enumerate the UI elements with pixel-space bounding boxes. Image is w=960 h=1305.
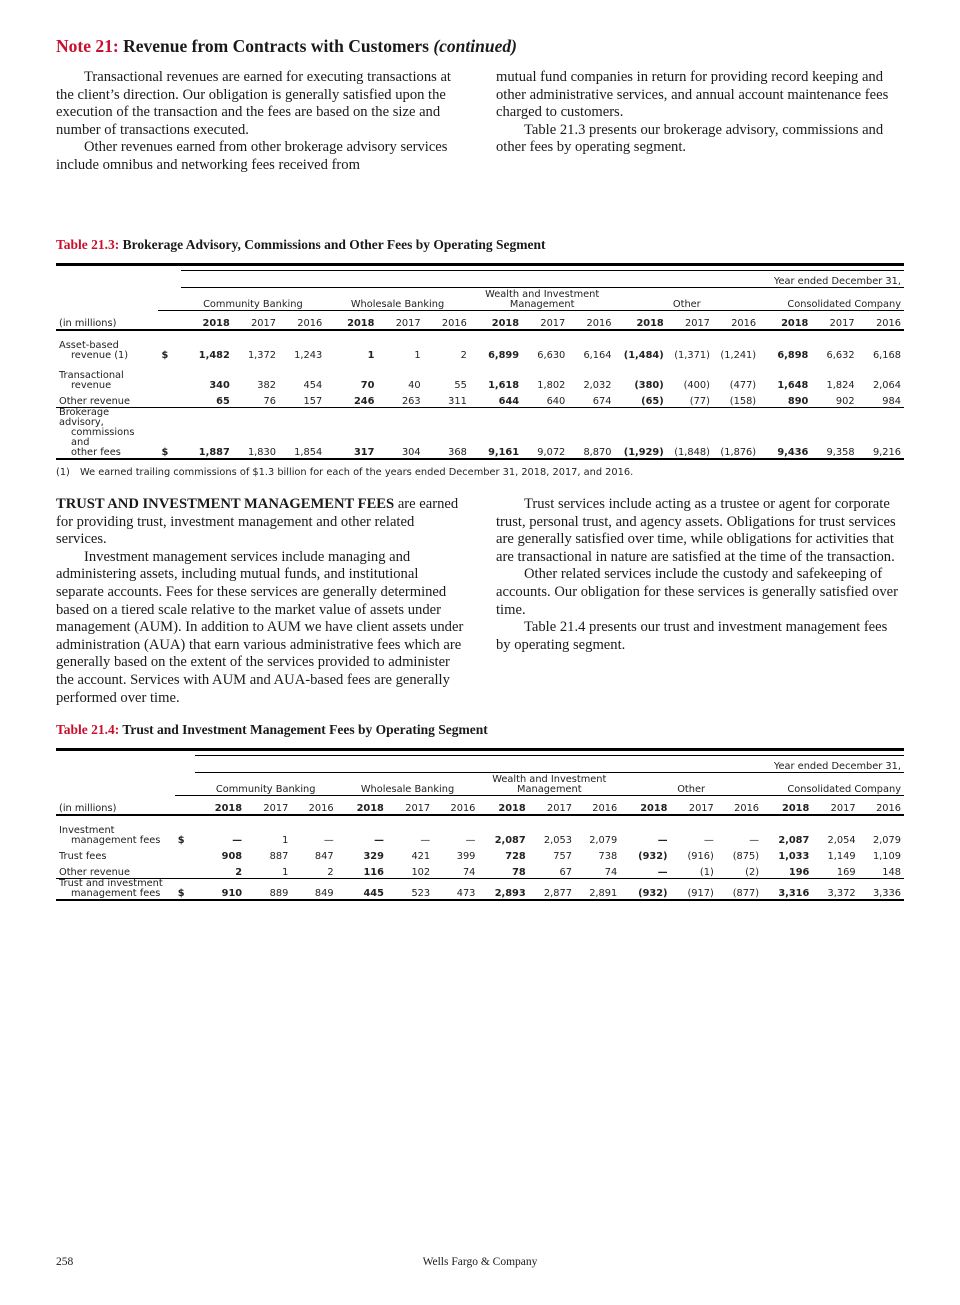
- table-cell: 116: [363, 867, 384, 878]
- table-number: Table 21.4:: [56, 722, 120, 737]
- total-row: [56, 879, 904, 901]
- table-cell: 6,164: [583, 350, 612, 361]
- total-row: [56, 408, 904, 460]
- table-cell: 340: [209, 380, 230, 391]
- table-cell: 6,632: [826, 350, 855, 361]
- table-cell: (1,241): [720, 350, 757, 361]
- table-cell: 157: [303, 396, 323, 407]
- table-21-3-caption: [56, 237, 904, 253]
- table-cell: (917): [671, 879, 717, 901]
- row-label: [56, 361, 158, 391]
- year-header: 2018: [614, 311, 666, 331]
- year-header: 2017: [522, 311, 568, 331]
- table-cell: 728: [505, 851, 526, 862]
- year-header: 2017: [245, 796, 291, 816]
- table-cell: 9,358: [811, 408, 857, 460]
- year-header: 2016: [858, 311, 904, 331]
- table-cell: (932): [620, 879, 670, 901]
- years-row: [56, 796, 904, 816]
- dollar-sign: [158, 391, 180, 408]
- middle-left-column: [56, 496, 464, 710]
- year-header: 2017: [671, 796, 717, 816]
- paragraph: Table 21.4 presents our trust and investment management fees by operating segment.: [496, 619, 888, 653]
- row-label-line: Other revenue: [59, 396, 131, 407]
- year-header: 2018: [478, 796, 528, 816]
- year-header: 2018: [337, 796, 387, 816]
- table-cell: 76: [263, 396, 276, 407]
- table-cell: (2): [745, 867, 760, 878]
- table-cell: 421: [411, 851, 431, 862]
- paragraph: Other related services include the custody and safekeeping of accounts. Our obligation for these services is generally satisfied over time.: [496, 566, 899, 618]
- table-cell: 148: [882, 867, 901, 878]
- middle-right-column: [496, 496, 904, 710]
- row-label-line: Trust and investment: [59, 878, 163, 889]
- table-cell: 74: [462, 867, 476, 878]
- year-header: 2016: [717, 796, 762, 816]
- table-cell: 67: [559, 867, 572, 878]
- table-cell: 368: [424, 408, 470, 460]
- year-header: 2016: [575, 796, 620, 816]
- segment-header: Other: [620, 773, 762, 796]
- footnote-text: We earned trailing commissions of $1.3 billion for each of the years ended December 31, 2018, 2017, and 2016.: [80, 467, 634, 478]
- table-footnote: [56, 467, 904, 478]
- year-header: 2018: [181, 311, 233, 331]
- year-header: 2016: [433, 796, 478, 816]
- table-cell: 55: [454, 380, 467, 391]
- table-cell: 738: [598, 851, 618, 862]
- table-cell: 1,618: [488, 380, 520, 391]
- row-label-line: management fees: [71, 888, 161, 899]
- section-lead-rest: are earned for providing trust, investment management and other related services.: [56, 496, 459, 548]
- table-cell: 908: [221, 851, 243, 862]
- spacer: [158, 311, 180, 331]
- table-cell: 329: [363, 851, 384, 862]
- paragraph: Table 21.3 presents our brokerage advisory, commissions and other fees by operating segment.: [496, 121, 884, 156]
- year-header: 2018: [470, 311, 522, 331]
- unit-label: (in millions): [56, 311, 158, 331]
- table-cell: (1,848): [667, 408, 713, 460]
- row-label-line: commissions and: [71, 427, 135, 448]
- table-21-3: [56, 263, 904, 460]
- row-label: [56, 846, 175, 862]
- table-cell: 2,064: [872, 380, 901, 391]
- year-header: 2016: [291, 796, 336, 816]
- row-label: [56, 862, 175, 879]
- table-cell: (65): [641, 396, 664, 407]
- table-cell: 473: [433, 879, 478, 901]
- segment-header: Wealth and Investment Management: [478, 773, 620, 796]
- table-cell: 1,854: [279, 408, 325, 460]
- section-lead: TRUST AND INVESTMENT MANAGEMENT FEES: [56, 496, 395, 512]
- table-cell: 9,072: [522, 408, 568, 460]
- table-title: Trust and Investment Management Fees by Operating Segment: [122, 722, 488, 737]
- table-cell: 644: [498, 396, 520, 407]
- year-header: 2018: [762, 796, 812, 816]
- table-cell: 902: [835, 396, 855, 407]
- year-header: 2016: [859, 796, 904, 816]
- table-cell: 454: [303, 380, 323, 391]
- segment-header: Other: [614, 288, 759, 311]
- table-cell: 311: [448, 396, 467, 407]
- segment-row: [56, 288, 904, 311]
- table-cell: 102: [411, 867, 431, 878]
- spacer: [56, 271, 181, 288]
- table-cell: 6,898: [777, 350, 809, 361]
- paragraph: Investment management services include managing and administering assets, including mutual funds, and institutional separate accounts. Fees for these services are generally determined based on a tiered scale relative to the market value of assets under management (AUM). In addition to AUM we have client assets under administration (AUA) that earn various administrative fees which are generally based on the extent of the services provided to administer the account. Services with AUM and AUA-based fees are generally performed over time.: [56, 548, 464, 706]
- row-label: [56, 391, 158, 408]
- table-cell: 304: [377, 408, 423, 460]
- table-cell: —: [232, 835, 243, 846]
- table-cell: 1: [414, 350, 421, 361]
- row-label: [56, 330, 158, 361]
- dollar-sign: [175, 862, 195, 879]
- segment-header: Wholesale Banking: [337, 773, 479, 796]
- year-ended-row: [56, 756, 904, 773]
- table-cell: 2: [235, 867, 243, 878]
- dollar-sign: $: [177, 835, 185, 846]
- table-cell: 9,161: [470, 408, 522, 460]
- table-cell: 3,336: [859, 879, 904, 901]
- table-cell: 6,168: [872, 350, 901, 361]
- table-cell: 9,216: [858, 408, 904, 460]
- year-header: 2017: [377, 311, 423, 331]
- year-header: 2016: [713, 311, 759, 331]
- financial-table: [56, 748, 904, 901]
- note-title: Revenue from Contracts with Customers: [123, 36, 429, 56]
- segment-header: Community Banking: [195, 773, 337, 796]
- table-cell: —: [465, 835, 476, 846]
- table-cell: 40: [408, 380, 421, 391]
- table-cell: (77): [689, 396, 710, 407]
- years-row: [56, 311, 904, 331]
- table-cell: 263: [401, 396, 421, 407]
- data-row: [56, 361, 904, 391]
- year-header: 2016: [424, 311, 470, 331]
- year-ended-row: [56, 271, 904, 288]
- table-cell: 1: [367, 350, 375, 361]
- table-cell: 78: [512, 867, 526, 878]
- data-row: [56, 815, 904, 846]
- table-cell: 2,079: [589, 835, 618, 846]
- table-cell: 757: [553, 851, 572, 862]
- table-cell: (1,484): [623, 350, 664, 361]
- table-cell: 674: [592, 396, 612, 407]
- table-cell: 1,824: [826, 380, 855, 391]
- dollar-sign: [158, 361, 180, 391]
- dollar-sign: $: [175, 879, 195, 901]
- table-cell: 1,887: [181, 408, 233, 460]
- table-cell: (1): [699, 867, 714, 878]
- table-cell: 65: [216, 396, 230, 407]
- table-cell: 1,149: [827, 851, 856, 862]
- table-cell: 6,899: [488, 350, 520, 361]
- year-header: 2016: [568, 311, 614, 331]
- table-cell: 2,087: [778, 835, 810, 846]
- intro-text: [56, 69, 904, 219]
- table-cell: 445: [337, 879, 387, 901]
- table-cell: 74: [604, 867, 618, 878]
- dollar-sign: [175, 846, 195, 862]
- paragraph: Other revenues earned from other brokerage advisory services include omnibus and networking fees received from: [56, 139, 448, 173]
- year-header: 2017: [811, 311, 857, 331]
- dollar-sign: $: [158, 408, 180, 460]
- table-cell: 849: [291, 879, 336, 901]
- table-cell: —: [703, 835, 714, 846]
- row-label-line: Brokerage advisory,: [59, 407, 110, 428]
- table-cell: 3,316: [762, 879, 812, 901]
- table-cell: (380): [634, 380, 664, 391]
- intro-left-column: [56, 69, 464, 219]
- table-cell: —: [657, 867, 668, 878]
- segment-header: Consolidated Company: [762, 773, 904, 796]
- spacer: [56, 773, 195, 796]
- segment-header: Wealth and Investment Management: [470, 288, 615, 311]
- year-header: 2016: [279, 311, 325, 331]
- table-cell: 2,087: [494, 835, 526, 846]
- paragraph: [56, 496, 464, 549]
- year-header: 2018: [325, 311, 377, 331]
- table-cell: 2,054: [827, 835, 856, 846]
- table-cell: (877): [717, 879, 762, 901]
- page-number: 258: [56, 1256, 74, 1268]
- row-label-line: Trust fees: [59, 851, 107, 862]
- table-cell: —: [420, 835, 431, 846]
- table-cell: 1: [282, 867, 289, 878]
- table-cell: 1,372: [247, 350, 276, 361]
- table-cell: 169: [836, 867, 856, 878]
- paragraph: Trust services include acting as a trustee or agent for corporate trust, personal trust, and agency assets. Obligations for trust services are generally satisfied over time, while obligations for activities that are transactional in nature are satisfied at the time of the transaction.: [496, 496, 896, 565]
- spacer: [175, 796, 195, 816]
- table-cell: 887: [269, 851, 289, 862]
- note-continued: (continued): [433, 36, 517, 56]
- segment-header: Consolidated Company: [759, 288, 904, 311]
- table-cell: —: [374, 835, 384, 846]
- table-cell: 2: [460, 350, 467, 361]
- table-cell: (400): [683, 380, 710, 391]
- segment-row: [56, 773, 904, 796]
- table-cell: 246: [353, 396, 375, 407]
- note-heading: [56, 36, 904, 57]
- row-label-line: Transactional: [59, 370, 124, 381]
- year-header: 2017: [529, 796, 575, 816]
- year-header: 2018: [759, 311, 811, 331]
- table-cell: 910: [195, 879, 245, 901]
- table-cell: (158): [729, 396, 757, 407]
- year-header: 2018: [195, 796, 245, 816]
- table-cell: —: [323, 835, 334, 846]
- table-cell: 6,630: [537, 350, 566, 361]
- table-cell: (477): [729, 380, 757, 391]
- year-header: 2017: [667, 311, 713, 331]
- table-cell: 1,033: [778, 851, 810, 862]
- table-cell: 9,436: [759, 408, 811, 460]
- middle-text: [56, 496, 904, 710]
- data-row: [56, 391, 904, 408]
- table-cell: 2,891: [575, 879, 620, 901]
- unit-label: (in millions): [56, 796, 175, 816]
- row-label-line: revenue: [71, 380, 112, 391]
- year-header: 2017: [233, 311, 279, 331]
- table-number: Table 21.3:: [56, 237, 120, 252]
- year-ended-label: Year ended December 31,: [181, 271, 904, 288]
- table-cell: (1,876): [713, 408, 759, 460]
- data-row: [56, 862, 904, 879]
- table-cell: 640: [546, 396, 566, 407]
- table-cell: 1: [282, 835, 289, 846]
- table-title: Brokerage Advisory, Commissions and Other Fees by Operating Segment: [122, 237, 546, 252]
- spacer: [56, 288, 181, 311]
- row-label-line: Other revenue: [59, 867, 131, 878]
- table-cell: 984: [882, 396, 901, 407]
- table-cell: 399: [456, 851, 476, 862]
- table-cell: 890: [787, 396, 809, 407]
- paragraph: Transactional revenues are earned for executing transactions at the client’s direction. Our obligation is generally satisfied upon the execution of the transaction and the fees are based on the size and number of transactions executed.: [56, 69, 451, 138]
- paragraph: mutual fund companies in return for providing record keeping and other administrative services, and annual account maintenance fees charged to customers.: [496, 69, 889, 121]
- row-label: [56, 408, 158, 460]
- spacer: [56, 756, 195, 773]
- table-cell: 847: [314, 851, 334, 862]
- table-21-4-caption: [56, 722, 904, 738]
- table-cell: 2,893: [478, 879, 528, 901]
- table-cell: 3,372: [812, 879, 858, 901]
- table-cell: 317: [325, 408, 377, 460]
- table-cell: 1,802: [537, 380, 566, 391]
- table-cell: 70: [360, 380, 375, 391]
- table-cell: (1,371): [674, 350, 710, 361]
- row-label: [56, 879, 175, 901]
- table-cell: 889: [245, 879, 291, 901]
- table-cell: 196: [788, 867, 810, 878]
- segment-header: Community Banking: [181, 288, 326, 311]
- table-cell: 2,053: [543, 835, 572, 846]
- table-cell: —: [749, 835, 760, 846]
- table-cell: 2,877: [529, 879, 575, 901]
- table-cell: 8,870: [568, 408, 614, 460]
- table-cell: 523: [387, 879, 433, 901]
- footnote-mark: (1): [56, 467, 70, 478]
- note-number: Note 21:: [56, 36, 119, 56]
- table-cell: (1,929): [614, 408, 666, 460]
- table-cell: (916): [687, 851, 714, 862]
- table-21-4: [56, 748, 904, 901]
- year-header: 2017: [387, 796, 433, 816]
- row-label: [56, 815, 175, 846]
- segment-header: Wholesale Banking: [325, 288, 470, 311]
- intro-right-column: [496, 69, 904, 219]
- table-cell: 1,243: [294, 350, 323, 361]
- table-cell: (875): [732, 851, 760, 862]
- table-cell: —: [657, 835, 668, 846]
- table-cell: 1,482: [198, 350, 230, 361]
- table-cell: 2,032: [583, 380, 612, 391]
- year-header: 2017: [812, 796, 858, 816]
- row-label-line: Investment: [59, 825, 115, 836]
- table-cell: 382: [257, 380, 276, 391]
- row-label-line: revenue (1): [71, 350, 129, 361]
- data-row: [56, 330, 904, 361]
- year-header: 2018: [620, 796, 670, 816]
- table-cell: (932): [638, 851, 668, 862]
- row-label-line: Asset-based: [59, 340, 119, 351]
- financial-table: [56, 263, 904, 460]
- year-ended-label: Year ended December 31,: [195, 756, 904, 773]
- table-cell: 2,079: [872, 835, 901, 846]
- table-cell: 2: [327, 867, 334, 878]
- table-cell: 1,648: [777, 380, 809, 391]
- data-row: [56, 846, 904, 862]
- row-label-line: management fees: [71, 835, 161, 846]
- row-label-line: other fees: [71, 447, 121, 458]
- table-cell: 1,109: [872, 851, 901, 862]
- footer-company: Wells Fargo & Company: [422, 1256, 538, 1268]
- table-cell: 1,830: [233, 408, 279, 460]
- dollar-sign: $: [161, 350, 169, 361]
